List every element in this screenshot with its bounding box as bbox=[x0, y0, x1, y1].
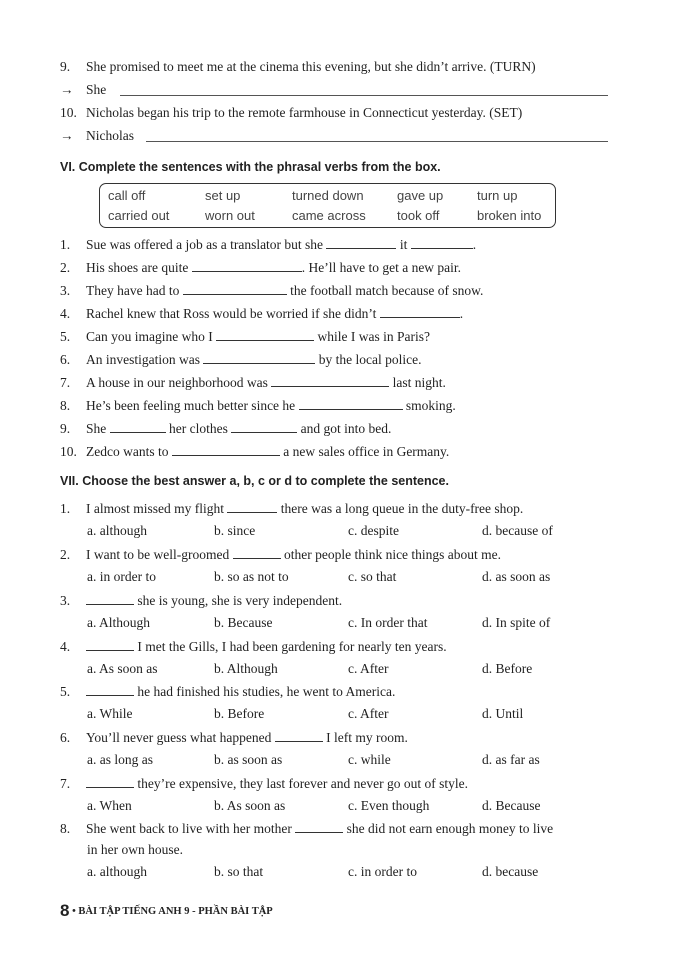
phrasal-verb-box bbox=[99, 183, 556, 228]
s7-item-5: 5. he had finished his studies, he went to America. bbox=[60, 684, 396, 699]
item-number: 10. bbox=[60, 105, 77, 120]
item-number: 9. bbox=[60, 59, 71, 74]
item-text: She promised to meet me at the cinema this evening, but she didn’t arrive. (TURN) bbox=[86, 59, 536, 74]
answer-blank[interactable] bbox=[271, 374, 389, 387]
answer-blank[interactable] bbox=[227, 500, 277, 513]
option-b[interactable]: b. Because bbox=[214, 615, 273, 630]
box-word: set up bbox=[205, 188, 241, 203]
s6-item-6: 6. An investigation was by the local police. bbox=[60, 352, 422, 367]
answer-blank[interactable] bbox=[216, 328, 314, 341]
option-b[interactable]: b. so that bbox=[214, 864, 264, 879]
option-b[interactable]: b. since bbox=[214, 523, 256, 538]
answer-start: She bbox=[86, 82, 107, 97]
box-word: came across bbox=[292, 208, 366, 223]
arrow-icon: → bbox=[60, 82, 74, 97]
item-text: Nicholas began his trip to the remote farmhouse in Connecticut yesterday. (SET) bbox=[86, 105, 523, 120]
option-a[interactable]: a. When bbox=[87, 798, 132, 813]
option-a[interactable]: a. As soon as bbox=[87, 661, 158, 676]
answer-blank[interactable] bbox=[86, 683, 134, 696]
option-a[interactable]: a. While bbox=[87, 706, 133, 721]
box-word: broken into bbox=[477, 208, 542, 223]
answer-blank[interactable] bbox=[326, 236, 396, 249]
s6-item-8: 8. He’s been feeling much better since he smoking. bbox=[60, 398, 456, 413]
box-word: carried out bbox=[108, 208, 170, 223]
s7-item-2: 2. I want to be well-groomed other people think nice things about me. bbox=[60, 547, 502, 562]
section-7-heading: VII. Choose the best answer a, b, c or d to complete the sentence. bbox=[60, 474, 449, 488]
option-c[interactable]: c. in order to bbox=[348, 864, 417, 879]
box-word: gave up bbox=[397, 188, 444, 203]
answer-blank[interactable] bbox=[110, 420, 166, 433]
option-a[interactable]: a. as long as bbox=[87, 752, 153, 767]
option-d[interactable]: d. In spite of bbox=[482, 615, 551, 630]
answer-blank[interactable] bbox=[231, 420, 297, 433]
s6-item-5: 5. Can you imagine who I while I was in Paris? bbox=[60, 329, 430, 344]
option-c[interactable]: c. After bbox=[348, 661, 389, 676]
option-d[interactable]: d. Before bbox=[482, 661, 533, 676]
option-c[interactable]: c. After bbox=[348, 706, 389, 721]
option-d[interactable]: d. as soon as bbox=[482, 569, 551, 584]
s7-item-8-continued: in her own house. bbox=[87, 842, 183, 857]
bullet-icon: • bbox=[72, 906, 76, 917]
answer-line[interactable] bbox=[146, 141, 608, 142]
option-c[interactable]: c. In order that bbox=[348, 615, 428, 630]
box-word: took off bbox=[397, 208, 440, 223]
option-c[interactable]: c. while bbox=[348, 752, 391, 767]
s6-item-10: 10. Zedco wants to a new sales office in Germany. bbox=[60, 444, 450, 459]
answer-blank[interactable] bbox=[86, 775, 134, 788]
box-word: turned down bbox=[292, 188, 364, 203]
option-c[interactable]: c. so that bbox=[348, 569, 397, 584]
s7-item-7: 7. they’re expensive, they last forever and never go out of style. bbox=[60, 776, 469, 791]
option-c[interactable]: c. Even though bbox=[348, 798, 430, 813]
answer-blank[interactable] bbox=[192, 259, 302, 272]
answer-blank[interactable] bbox=[295, 820, 343, 833]
answer-blank[interactable] bbox=[233, 546, 281, 559]
arrow-icon: → bbox=[60, 128, 74, 143]
s6-item-3: 3. They have had to the football match because of snow. bbox=[60, 283, 484, 298]
s7-item-1: 1. I almost missed my flight there was a long queue in the duty-free shop. bbox=[60, 501, 524, 516]
box-word: call off bbox=[108, 188, 146, 203]
option-d[interactable]: d. because of bbox=[482, 523, 553, 538]
option-a[interactable]: a. in order to bbox=[87, 569, 156, 584]
option-b[interactable]: b. Although bbox=[214, 661, 278, 676]
option-b[interactable]: b. so as not to bbox=[214, 569, 289, 584]
rewrite-answer-10 bbox=[60, 127, 134, 145]
page-footer bbox=[60, 901, 273, 921]
option-d[interactable]: d. Because bbox=[482, 798, 541, 813]
box-word: worn out bbox=[205, 208, 255, 223]
s7-item-6: 6. You’ll never guess what happened I left my room. bbox=[60, 730, 408, 745]
s6-item-4: 4. Rachel knew that Ross would be worried if she didn’t . bbox=[60, 306, 464, 321]
option-a[interactable]: a. Although bbox=[87, 615, 150, 630]
answer-blank[interactable] bbox=[380, 305, 460, 318]
answer-blank[interactable] bbox=[86, 638, 134, 651]
option-b[interactable]: b. Before bbox=[214, 706, 265, 721]
answer-blank[interactable] bbox=[86, 592, 134, 605]
answer-blank[interactable] bbox=[411, 236, 473, 249]
answer-blank[interactable] bbox=[299, 397, 403, 410]
option-c[interactable]: c. despite bbox=[348, 523, 399, 538]
s7-item-3: 3. she is young, she is very independent. bbox=[60, 593, 343, 608]
option-b[interactable]: b. As soon as bbox=[214, 798, 286, 813]
rewrite-item-10 bbox=[60, 104, 522, 122]
option-d[interactable]: d. as far as bbox=[482, 752, 540, 767]
answer-blank[interactable] bbox=[183, 282, 287, 295]
option-d[interactable]: d. because bbox=[482, 864, 539, 879]
section-6-heading: VI. Complete the sentences with the phrasal verbs from the box. bbox=[60, 160, 441, 174]
book-title: BÀI TẬP TIẾNG ANH 9 - PHẦN BÀI TẬP bbox=[78, 906, 273, 917]
answer-blank[interactable] bbox=[172, 443, 280, 456]
s7-item-4: 4. I met the Gills, I had been gardening for nearly ten years. bbox=[60, 639, 447, 654]
rewrite-answer-9 bbox=[60, 81, 106, 99]
box-word: turn up bbox=[477, 188, 518, 203]
s7-item-8: 8. She went back to live with her mother she did not earn enough money to live bbox=[60, 821, 554, 836]
s6-item-1: 1. Sue was offered a job as a translator but she it . bbox=[60, 237, 477, 252]
option-a[interactable]: a. although bbox=[87, 523, 147, 538]
option-b[interactable]: b. as soon as bbox=[214, 752, 283, 767]
s6-item-2: 2. His shoes are quite . He’ll have to get a new pair. bbox=[60, 260, 462, 275]
answer-start: Nicholas bbox=[86, 128, 134, 143]
option-d[interactable]: d. Until bbox=[482, 706, 524, 721]
s6-item-7: 7. A house in our neighborhood was last night. bbox=[60, 375, 446, 390]
option-a[interactable]: a. although bbox=[87, 864, 147, 879]
page-number: 8 bbox=[60, 901, 70, 920]
s6-item-9: 9. She her clothes and got into bed. bbox=[60, 421, 392, 436]
answer-blank[interactable] bbox=[203, 351, 315, 364]
answer-line[interactable] bbox=[120, 95, 608, 96]
rewrite-item-9 bbox=[60, 58, 536, 76]
answer-blank[interactable] bbox=[275, 729, 323, 742]
